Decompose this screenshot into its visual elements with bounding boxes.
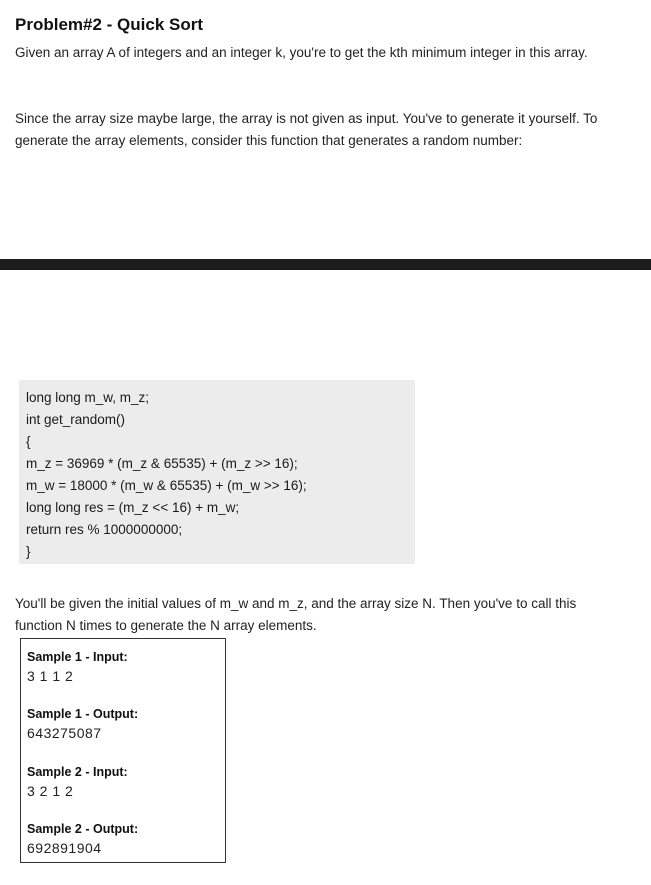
sample-1-output (27, 705, 138, 743)
code-line: long long m_w, m_z; (26, 390, 150, 405)
section-divider (0, 259, 651, 270)
sample-2-input (27, 763, 128, 801)
code-line: m_z = 36969 * (m_z & 65535) + (m_z >> 16); (26, 456, 298, 471)
problem-title: Problem#2 - Quick Sort (15, 15, 203, 34)
code-line: } (26, 544, 31, 559)
call-paragraph: You'll be given the initial values of m_w and m_z, and the array size N. Then you've to call this function N times to generate the N array elements. (15, 596, 577, 633)
sample-label: Sample 1 - Input: (27, 650, 128, 664)
sample-label: Sample 2 - Output: (27, 822, 139, 836)
intro-paragraph: Given an array A of integers and an integer k, you're to get the kth minimum integer in this array. (15, 45, 588, 60)
samples-box (20, 638, 226, 863)
code-block (19, 380, 415, 564)
sample-label: Sample 1 - Output: (27, 707, 139, 721)
sample-2-output (27, 820, 138, 858)
sample-value: 3 2 1 2 (27, 783, 74, 799)
generate-paragraph: Since the array size maybe large, the array is not given as input. You've to generate it yourself. To generate the array elements, consider this function that generates a random number: (15, 111, 598, 148)
code-line: m_w = 18000 * (m_w & 65535) + (m_w >> 16); (26, 478, 307, 493)
code-line: return res % 1000000000; (26, 522, 183, 537)
code-line: long long res = (m_z << 16) + m_w; (26, 500, 240, 515)
code-line: { (26, 434, 31, 449)
code-line: int get_random() (26, 412, 126, 427)
sample-1-input (27, 648, 128, 686)
sample-value: 643275087 (27, 725, 102, 741)
sample-value: 692891904 (27, 840, 102, 856)
sample-label: Sample 2 - Input: (27, 765, 128, 779)
sample-value: 3 1 1 2 (27, 668, 74, 684)
code-lines (26, 387, 307, 563)
